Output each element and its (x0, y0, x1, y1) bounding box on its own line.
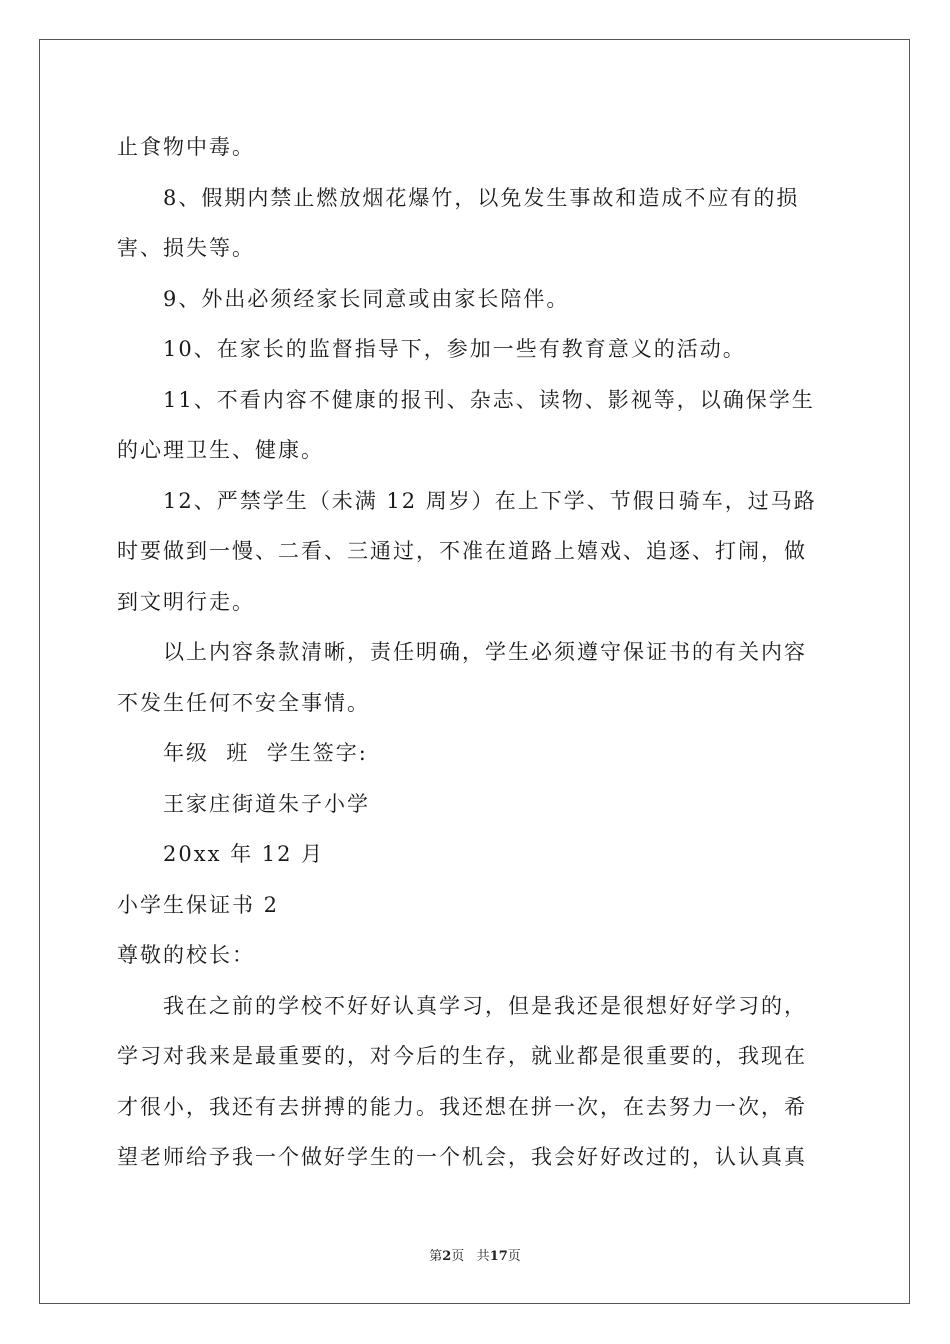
document-body (117, 122, 837, 1183)
text-line: 学习对我来是最重要的，对今后的生存，就业都是很重要的，我现在 (117, 1044, 807, 1068)
text-line: 以上内容条款清晰，责任明确，学生必须遵守保证书的有关内容 (163, 640, 807, 664)
salutation: 尊敬的校长： (117, 943, 255, 967)
text-line: 到文明行走。 (117, 589, 255, 614)
text-line: 望老师给予我一个做好学生的一个机会，我会好好改过的，认认真真 (117, 1145, 807, 1169)
text-line: 的心理卫生、健康。 (117, 438, 324, 462)
text-line: 11、不看内容不健康的报刊、杂志、读物、影视等，以确保学生 (163, 387, 815, 412)
text-line: 9、外出必须经家长同意或由家长陪伴。 (163, 286, 570, 311)
footer-page-total: 17 (489, 1249, 508, 1264)
footer-page-prefix: 第 (429, 1249, 443, 1264)
footer-page-unit: 页 (451, 1249, 465, 1264)
text-line: 不发生任何不安全事情。 (117, 690, 370, 715)
footer-total-unit: 页 (507, 1249, 521, 1264)
text-line: 12、严禁学生（未满 12 周岁）在上下学、节假日骑车，过马路 (163, 488, 817, 513)
date-line: 20xx 年 12 月 (163, 842, 325, 866)
text-line: 8、假期内禁止燃放烟花爆竹，以免发生事故和造成不应有的损 (163, 185, 800, 210)
text-line: 10、在家长的监督指导下，参加一些有教育意义的活动。 (163, 337, 746, 361)
text-line: 才很小，我还有去拼搏的能力。我还想在拼一次，在去努力一次，希 (117, 1094, 807, 1119)
text-line: 时要做到一慢、二看、三通过，不准在道路上嬉戏、追逐、打闹，做 (117, 539, 807, 563)
signature-line: 年级 班 学生签字: (163, 741, 368, 765)
text-line: 止食物中毒。 (117, 135, 255, 159)
footer-total-prefix: 共 (476, 1249, 490, 1264)
page-footer (0, 1245, 950, 1264)
section-title: 小学生保证书 2 (117, 892, 280, 917)
footer-page-current: 2 (442, 1249, 452, 1264)
school-name: 王家庄街道朱子小学 (163, 791, 370, 816)
text-line: 害、损失等。 (117, 236, 255, 260)
text-line: 我在之前的学校不好好认真学习，但是我还是很想好好学习的， (163, 993, 807, 1018)
